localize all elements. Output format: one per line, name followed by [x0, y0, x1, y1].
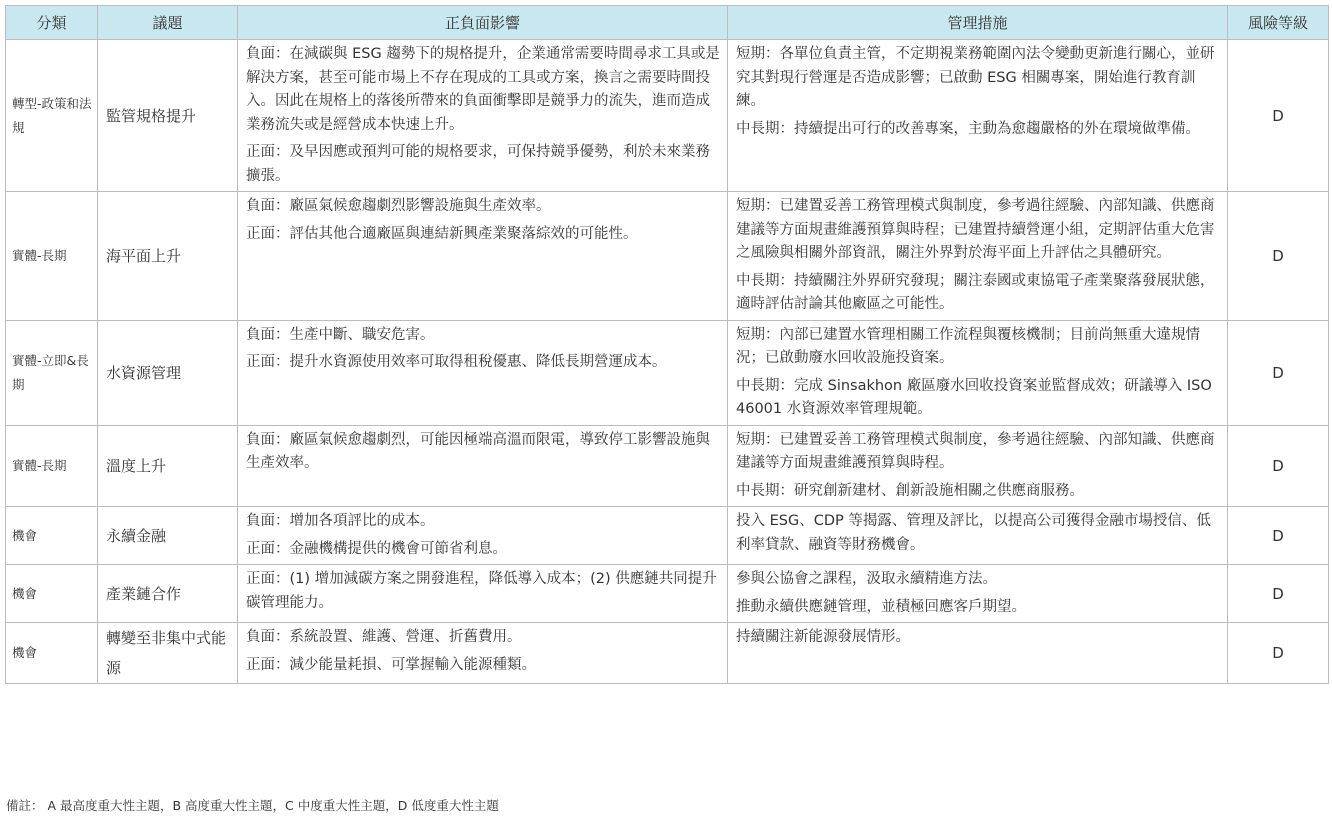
- measures-cell: [728, 320, 1228, 425]
- measure-text: 中長期：持續提出可行的改善專案，主動為愈趨嚴格的外在環境做準備。: [736, 120, 1200, 137]
- measures-cell: [728, 565, 1228, 623]
- impact-cell: [238, 425, 728, 507]
- impact-text: 負面：在減碳與 ESG 趨勢下的規格提升，企業通常需要時間尋求工具或是解決方案，甚至可能市場上不存在現成的工具或方案，換言之需要時間投入。因此在規格上的落後所帶來的負面衝擊即是競爭力的流失，進而造成業務流失或是經營成本快速上升。: [246, 46, 720, 133]
- impact-text: 正面：評估其他合適廠區與連結新興產業聚落綜效的可能性。: [246, 225, 638, 242]
- measure-text: 中長期：持續關注外界研究發現；關注泰國或東協電子產業聚落發展狀態，適時評估討論其他廠區之可能性。: [736, 272, 1215, 312]
- header-category: 分類: [6, 6, 98, 40]
- header-measures: 管理措施: [728, 6, 1228, 40]
- measure-text: 短期：已建置妥善工務管理模式與制度，參考過往經驗、內部知識、供應商建議等方面規畫維護預算與時程。: [736, 431, 1215, 471]
- header-row: [6, 6, 1329, 40]
- table-row: [6, 565, 1329, 623]
- table-row: [6, 623, 1329, 684]
- measure-text: 參與公協會之課程，汲取永續精進方法。: [736, 571, 997, 587]
- risk-table: [5, 5, 1329, 684]
- footnote: 備註： A 最高度重大性主題，B 高度重大性主題，C 中度重大性主題，D 低度重大性主題: [6, 798, 499, 813]
- measures-cell: [728, 425, 1228, 507]
- impact-text: 負面：廠區氣候愈趨劇烈影響設施與生產效率。: [246, 198, 551, 214]
- measure-text: 中長期：研究創新建材、創新設施相關之供應商服務。: [736, 482, 1084, 499]
- impact-text: 正面：金融機構提供的機會可節省利息。: [246, 540, 507, 557]
- measure-text: 短期：各單位負責主管，不定期視業務範圍內法令變動更新進行關心，並研究其對現行營運是否造成影響；已啟動 ESG 相關專案，開始進行教育訓練。: [736, 46, 1215, 109]
- impact-text: 正面：提升水資源使用效率可取得租稅優惠、降低長期營運成本。: [246, 354, 667, 370]
- risk-level-cell: D: [1228, 40, 1329, 192]
- impact-text: 負面：生產中斷、職安危害。: [246, 326, 435, 343]
- impact-text: 正面：(1) 增加減碳方案之開發進程，降低導入成本；(2) 供應鏈共同提升碳管理能力。: [246, 571, 717, 611]
- table-row: [6, 192, 1329, 321]
- impact-text: 負面：增加各項評比的成本。: [246, 513, 435, 529]
- impact-text: 正面：及早因應或預判可能的規格要求，可保持競爭優勢，利於未來業務擴張。: [246, 144, 710, 184]
- table-row: [6, 320, 1329, 425]
- measure-text: 中長期：完成 Sinsakhon 廠區廢水回收投資案並監督成效；研議導入 ISO 46001 水資源效率管理規範。: [736, 377, 1212, 417]
- impact-cell: [238, 623, 728, 684]
- impact-cell: [238, 320, 728, 425]
- impact-cell: [238, 507, 728, 565]
- impact-text: 正面：減少能量耗損、可掌握輸入能源種類。: [246, 656, 536, 673]
- topic-cell: 產業鏈合作: [98, 565, 238, 623]
- header-topic: 議題: [98, 6, 238, 40]
- topic-cell: 溫度上升: [98, 425, 238, 507]
- category-cell: 機會: [6, 565, 98, 623]
- measure-text: 短期：內部已建置水管理相關工作流程與覆核機制；目前尚無重大違規情況；已啟動廢水回收設施投資案。: [736, 326, 1200, 366]
- topic-cell: 轉變至非集中式能源: [98, 623, 238, 684]
- impact-text: 負面：系統設置、維護、營運、折舊費用。: [246, 629, 522, 645]
- measures-cell: [728, 40, 1228, 192]
- impact-cell: [238, 565, 728, 623]
- topic-cell: 水資源管理: [98, 320, 238, 425]
- header-impact: 正負面影響: [238, 6, 728, 40]
- header-risk-level: 風險等級: [1228, 6, 1329, 40]
- topic-cell: 監管規格提升: [98, 40, 238, 192]
- measures-cell: [728, 192, 1228, 321]
- category-cell: 實體-立即&長期: [6, 320, 98, 425]
- table-row: [6, 425, 1329, 507]
- measures-cell: [728, 623, 1228, 684]
- category-cell: 機會: [6, 623, 98, 684]
- risk-level-cell: D: [1228, 320, 1329, 425]
- risk-level-cell: D: [1228, 623, 1329, 684]
- measure-text: 投入 ESG、CDP 等揭露、管理及評比，以提高公司獲得金融市場授信、低利率貸款、融資等財務機會。: [736, 513, 1211, 553]
- risk-level-cell: D: [1228, 192, 1329, 321]
- measures-cell: [728, 507, 1228, 565]
- measure-text: 推動永續供應鏈管理，並積極回應客戶期望。: [736, 598, 1026, 615]
- category-cell: 實體-長期: [6, 192, 98, 321]
- topic-cell: 海平面上升: [98, 192, 238, 321]
- category-cell: 實體-長期: [6, 425, 98, 507]
- measure-text: 短期：已建置妥善工務管理模式與制度，參考過往經驗、內部知識、供應商建議等方面規畫維護預算與時程；已建置持續營運小組，定期評估重大危害之風險與相關外部資訊，關注外界對於海平面上升評估之具體研究。: [736, 198, 1215, 261]
- impact-cell: [238, 192, 728, 321]
- category-cell: 機會: [6, 507, 98, 565]
- table-row: [6, 507, 1329, 565]
- topic-cell: 永續金融: [98, 507, 238, 565]
- risk-level-cell: D: [1228, 565, 1329, 623]
- table-row: [6, 40, 1329, 192]
- risk-level-cell: D: [1228, 425, 1329, 507]
- risk-level-cell: D: [1228, 507, 1329, 565]
- category-cell: 轉型-政策和法規: [6, 40, 98, 192]
- impact-text: 負面：廠區氣候愈趨劇烈，可能因極端高溫而限電，導致停工影響設施與生產效率。: [246, 431, 710, 471]
- measure-text: 持續關注新能源發展情形。: [736, 629, 910, 645]
- impact-cell: [238, 40, 728, 192]
